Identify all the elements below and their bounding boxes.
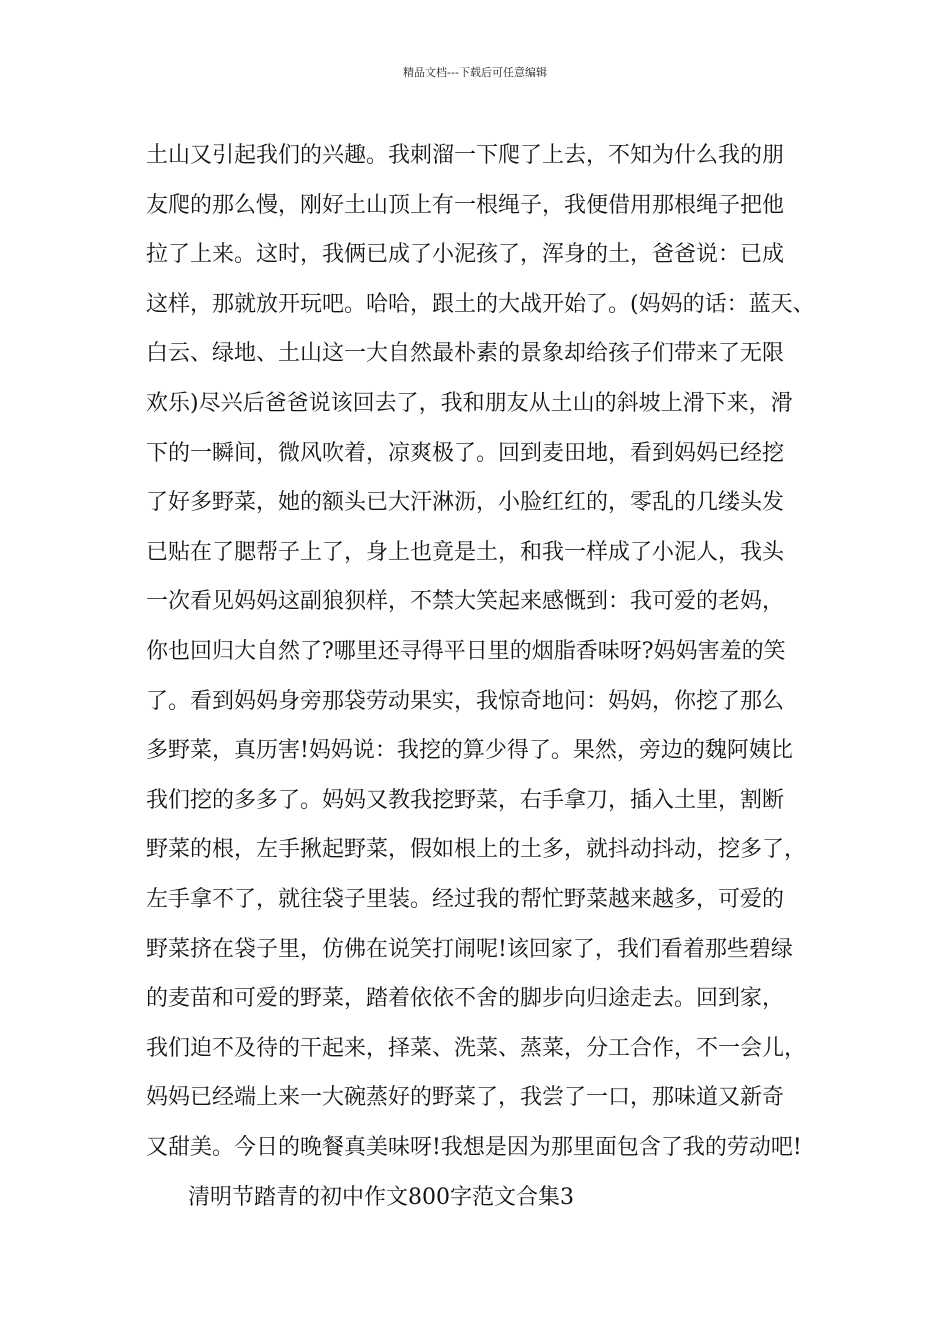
essay-line: 友爬的那么慢，刚好土山顶上有一根绳子，我便借用那根绳子把他 [146,192,785,218]
essay-line: 左手拿不了，就往袋子里装。经过我的帮忙野菜越来越多，可爱的 [146,886,785,912]
essay-line: 又甜美。今日的晚餐真美味呀!我想是因为那里面包含了我的劳动吧! [146,1134,802,1160]
essay-line: 我们挖的多多了。妈妈又教我挖野菜，右手拿刀，插入土里，割断 [146,787,785,813]
essay-line: 欢乐)尽兴后爸爸说该回去了，我和朋友从土山的斜坡上滑下来，滑 [146,390,793,416]
essay-line: 野菜挤在袋子里，仿佛在说笑打闹呢!该回家了，我们看着那些碧绿 [146,936,793,962]
essay-line: 土山又引起我们的兴趣。我刺溜一下爬了上去，不知为什么我的朋 [146,143,785,168]
essay-body [146,131,836,1172]
page-header: 精品文档---下载后可任意编辑 [403,66,547,79]
essay-line: 我们迫不及待的干起来，择菜、洗菜、蒸菜，分工合作，不一会儿， [146,1035,807,1061]
essay-line: 一次看见妈妈这副狼狈样，不禁大笑起来感慨到：我可爱的老妈， [146,589,785,615]
essay-line: 拉了上来。这时，我俩已成了小泥孩了，浑身的土，爸爸说：已成 [146,242,785,268]
essay-line: 多野菜，真历害!妈妈说：我挖的算少得了。果然，旁边的魏阿姨比 [146,738,793,764]
essay-line: 你也回归大自然了?哪里还寻得平日里的烟脂香味呀?妈妈害羞的笑 [146,638,786,664]
essay-line: 了。看到妈妈身旁那袋劳动果实，我惊奇地问：妈妈，你挖了那么 [146,688,785,714]
essay-line: 妈妈已经端上来一大碗蒸好的野菜了，我尝了一口，那味道又新奇 [146,1085,785,1111]
essay-line: 下的一瞬间，微风吹着，凉爽极了。回到麦田地，看到妈妈已经挖 [146,440,785,466]
essay-line: 野菜的根，左手揪起野菜，假如根上的土多，就抖动抖动，挖多了， [146,837,807,863]
section-heading: 清明节踏青的初中作文800字范文合集3 [188,1185,574,1210]
essay-line: 这样，那就放开玩吧。哈哈，跟土的大战开始了。(妈妈的话：蓝天、 [146,291,815,317]
essay-line: 白云、绿地、土山这一大自然最朴素的景象却给孩子们带来了无限 [146,341,785,367]
essay-line: 了好多野菜，她的额头已大汗淋沥，小脸红红的，零乱的几缕头发 [146,490,785,516]
essay-line: 已贴在了腮帮子上了，身上也竟是土，和我一样成了小泥人，我头 [146,539,785,565]
essay-line: 的麦苗和可爱的野菜，踏着依依不舍的脚步向归途走去。回到家， [146,986,785,1012]
